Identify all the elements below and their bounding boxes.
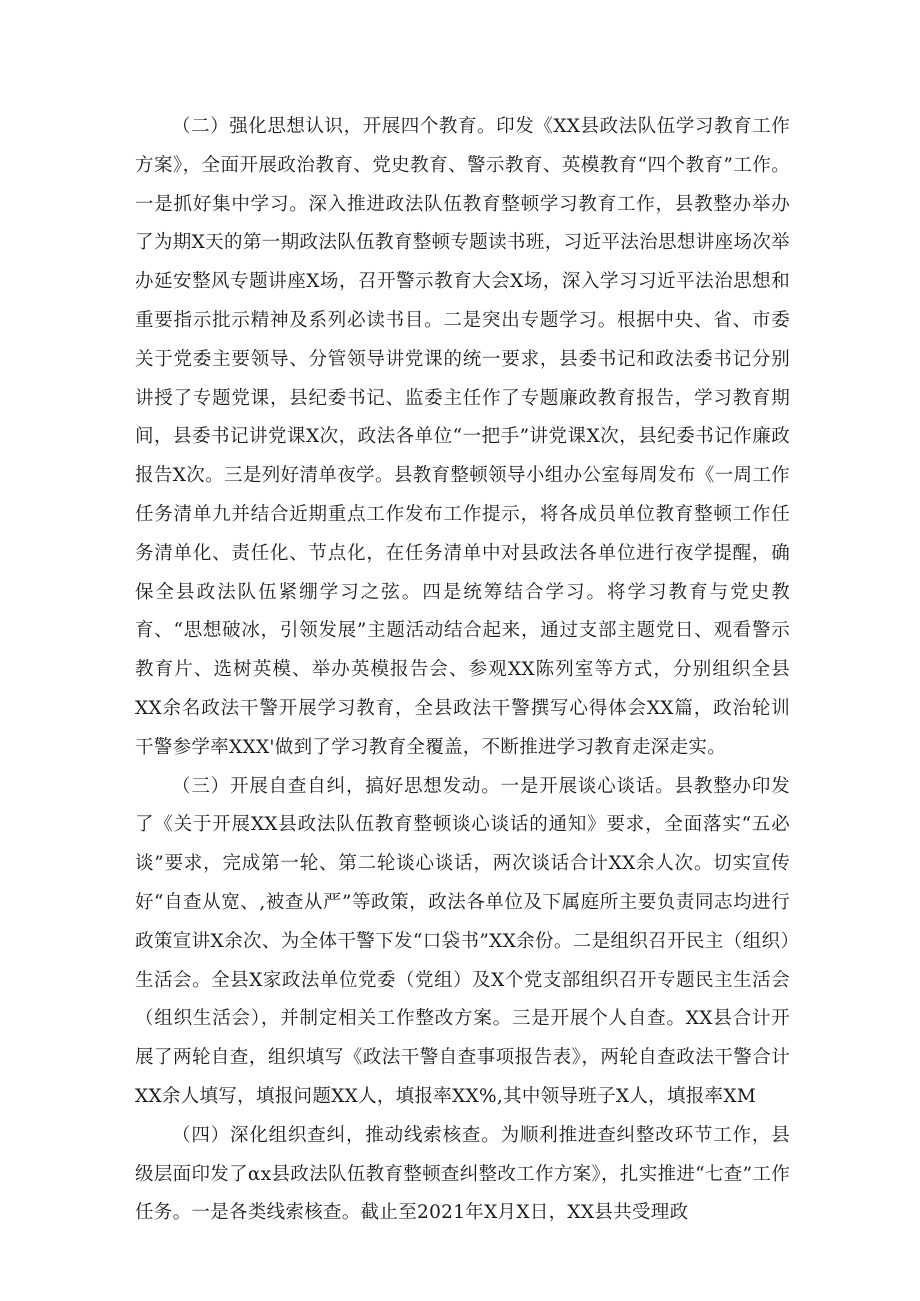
paragraph-3-self-inspection: （三）开展自查自纠，搞好思想发动。一是开展谈心谈话。县教整办印发了《关于开展XX县政法队伍教育整顿谈心谈话的通知》要求，全面落实“五必谈”要求，完成第一轮、第二轮谈心谈话，两次谈话合计XX余人次。切实宣传好“自查从宽、,被查从严”等政策，政法各单位及下属庭所主要负责同志均进行政策宣讲X余次、为全体干警下发“口袋书”XX余份。二是组织召开民主（组织）生活会。全县X家政法单位党委（党组）及X个党支部组织召开专题民主生活会（组织生活会），并制定相关工作整改方案。三是开展个人自查。XX县合计开展了两轮自查，组织填写《政法干警自查事项报告表》，两轮自查政法干警合计XX余人填写，填报问题XX人，填报率XX%,其中领导班子X人，填报率XM: [135, 775, 790, 1107]
paragraph-2-ideology-education: （二）强化思想认识，开展四个教育。印发《XX县政法队伍学习教育工作方案》，全面开展政治教育、党史教育、警示教育、英模教育“四个教育”工作。一是抓好集中学习。深入推进政法队伍教育整顿学习教育工作，县教整办举办了为期X天的第一期政法队伍教育整顿专题读书班，习近平法治思想讲座场次举办延安整风专题讲座X场，召开警示教育大会X场，深入学习习近平法治思想和重要指示批示精神及系列必读书目。二是突出专题学习。根据中央、省、市委关于党委主要领导、分管领导讲党课的统一要求，县委书记和政法委书记分别讲授了专题党课，县纪委书记、监委主任作了专题廉政教育报告，学习教育期间，县委书记讲党课X次，政法各单位“一把手”讲党课X次，县纪委书记作廉政报告X次。三是列好清单夜学。县教育整顿领导小组办公室每周发布《一周工作任务清单九并结合近期重点工作发布工作提示，将各成员单位教育整顿工作任务清单化、责任化、节点化，在任务清单中对县政法各单位进行夜学提醒，确保全县政法队伍紧绷学习之弦。四是统筹结合学习。将学习教育与党史教育、“思想破冰，引领发展”主题活动结合起来，通过支部主题党日、观看警示教育片、选树英模、举办英模报告会、参观XX陈列室等方式，分别组织全县XX余名政法干警开展学习教育，全县政法干警撰写心得体会XX篇，政治轮训干警参学率XXX'做到了学习教育全覆盖，不断推进学习教育走深走实。: [135, 116, 790, 758]
document-body: [135, 108, 790, 1233]
paragraph-4-organizational-inspection: （四）深化组织查纠，推动线索核查。为顺利推进查纠整改环节工作，县级层面印发了αx县政法队伍教育整顿查纠整改工作方案》，扎实推进“七查”工作任务。一是各类线索核查。截止至2021年X月X日，XX县共受理政: [135, 1124, 790, 1224]
